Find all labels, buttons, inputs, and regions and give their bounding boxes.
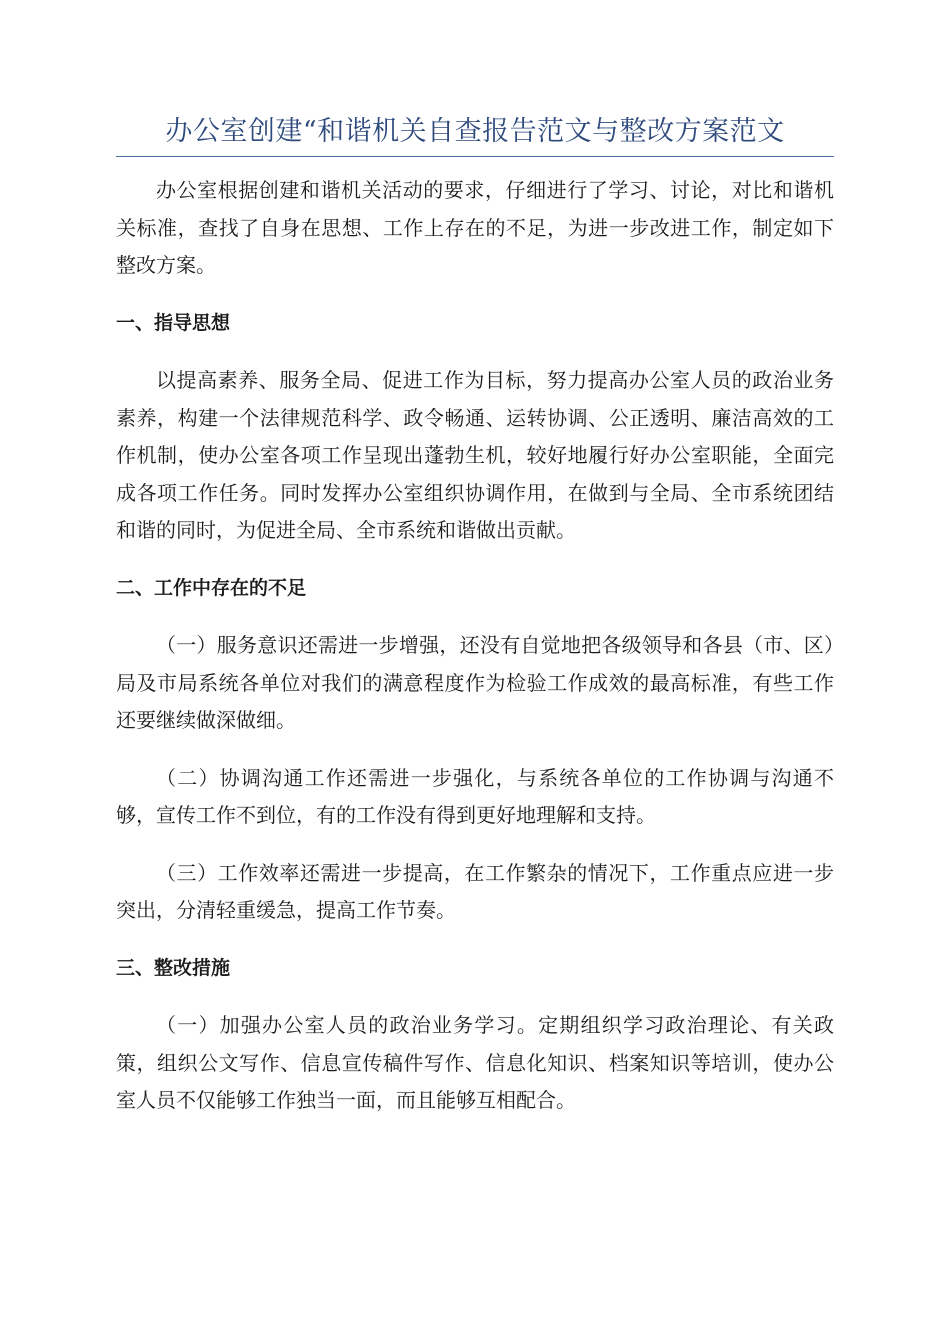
section-2-paragraph-2: （二）协调沟通工作还需进一步强化，与系统各单位的工作协调与沟通不够，宣传工作不到位，有的工作没有得到更好地理解和支持。 — [116, 765, 834, 827]
intro-paragraph: 办公室根据创建和谐机关活动的要求，仔细进行了学习、讨论，对比和谐机关标准，查找了自身在思想、工作上存在的不足，为进一步改进工作，制定如下整改方案。 — [116, 178, 834, 277]
section-heading-rectification-measures: 三、整改措施 — [116, 956, 231, 979]
section-2-paragraph-1: （一）服务意识还需进一步增强，还没有自觉地把各级领导和各县（市、区）局及市局系统各单位对我们的满意程度作为检验工作成效的最高标准，有些工作还要继续做深做细。 — [116, 633, 834, 732]
section-3-paragraph-1: （一）加强办公室人员的政治业务学习。定期组织学习政治理论、有关政策，组织公文写作、信息宣传稿件写作、信息化知识、档案知识等培训，使办公室人员不仅能够工作独当一面，而且能够互相配合。 — [116, 1013, 834, 1112]
title-block — [116, 112, 834, 157]
section-heading-shortcomings: 二、工作中存在的不足 — [116, 576, 307, 599]
section-2-paragraph-3: （三）工作效率还需进一步提高，在工作繁杂的情况下，工作重点应进一步突出，分清轻重缓急，提高工作节奏。 — [116, 860, 834, 922]
document-body — [116, 172, 834, 1140]
section-1-paragraph-1: 以提高素养、服务全局、促进工作为目标，努力提高办公室人员的政治业务素养，构建一个法律规范科学、政令畅通、运转协调、公正透明、廉洁高效的工作机制，使办公室各项工作呈现出蓬勃生机，较好地履行好办公室职能，全面完成各项工作任务。同时发挥办公室组织协调作用，在做到与全局、全市系统团结和谐的同时，为促进全局、全市系统和谐做出贡献。 — [116, 368, 834, 542]
section-heading-guiding-thought: 一、指导思想 — [116, 311, 231, 334]
document-title: 办公室创建“和谐机关自查报告范文与整改方案范文 — [165, 116, 785, 147]
